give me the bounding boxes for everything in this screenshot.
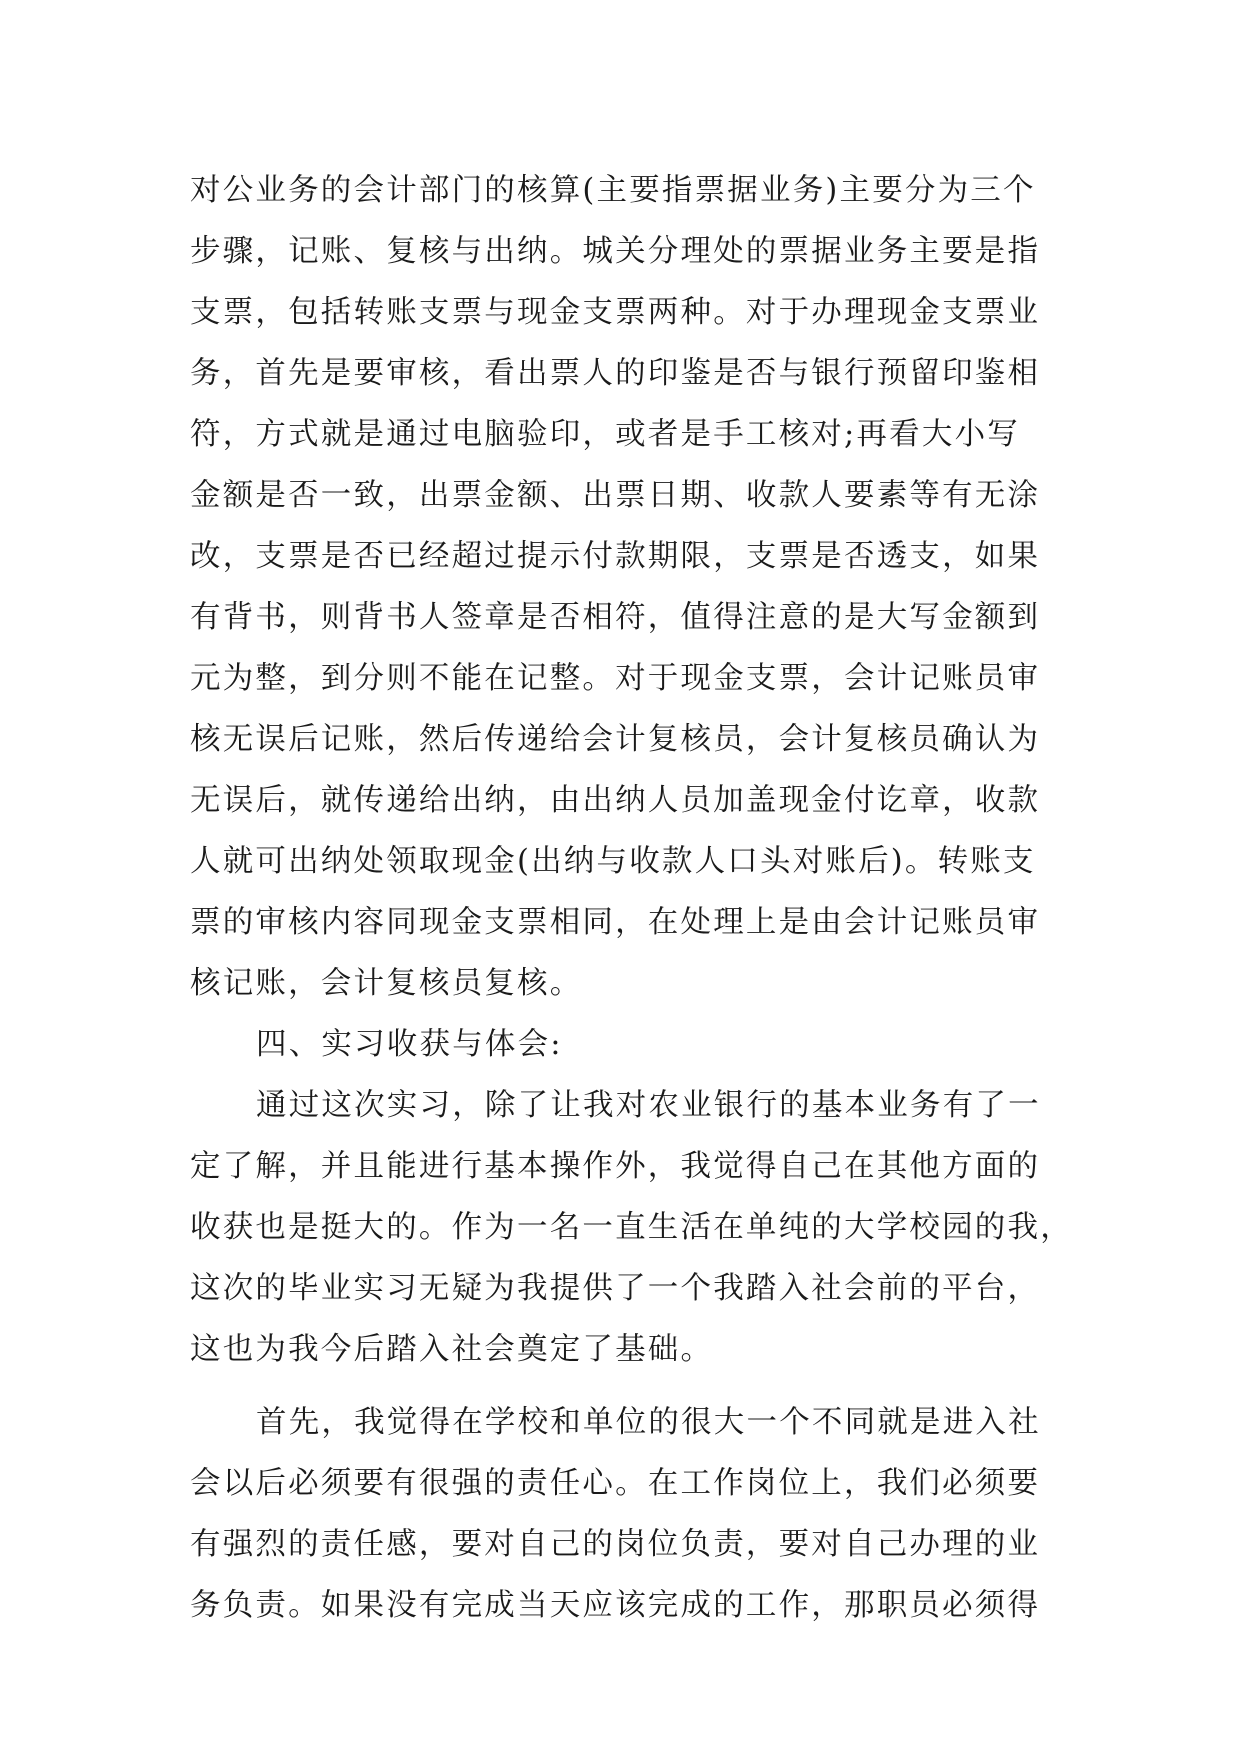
- text-line: 票的审核内容同现金支票相同，在处理上是由会计记账员审: [190, 905, 1041, 940]
- text-line: 金额是否一致，出票金额、出票日期、收款人要素等有无涂: [190, 478, 1041, 513]
- document-body: [190, 160, 1073, 1636]
- text-line: 务，首先是要审核，看出票人的印鉴是否与银行预留印鉴相: [190, 356, 1041, 391]
- text-line: 对公业务的会计部门的核算(主要指票据业务)主要分为三个: [190, 173, 1036, 208]
- paragraph-accounting-process: [190, 160, 1070, 1014]
- text-line: 首先，我觉得在学校和单位的很大一个不同就是进入社: [256, 1405, 1041, 1440]
- text-line: 这也为我今后踏入社会奠定了基础。: [190, 1332, 714, 1367]
- text-line: 元为整，到分则不能在记整。对于现金支票，会计记账员审: [190, 661, 1041, 696]
- text-line: 人就可出纳处领取现金(出纳与收款人口头对账后)。转账支: [190, 844, 1036, 879]
- text-line: 这次的毕业实习无疑为我提供了一个我踏入社会前的平台，: [190, 1271, 1041, 1306]
- text-line: 收获也是挺大的。作为一名一直生活在单纯的大学校园的我，: [190, 1210, 1073, 1245]
- text-line: 有背书，则背书人签章是否相符，值得注意的是大写金额到: [190, 600, 1041, 635]
- text-line: 核无误后记账，然后传递给会计复核员，会计复核员确认为: [190, 722, 1041, 757]
- paragraph-spacer: [190, 1380, 1070, 1392]
- text-line: 改，支票是否已经超过提示付款期限，支票是否透支，如果: [190, 539, 1041, 574]
- text-line: 有强烈的责任感，要对自己的岗位负责，要对自己办理的业: [190, 1527, 1041, 1562]
- text-line: 通过这次实习，除了让我对农业银行的基本业务有了一: [256, 1088, 1041, 1123]
- text-line: 步骤，记账、复核与出纳。城关分理处的票据业务主要是指: [190, 234, 1041, 269]
- text-line: 务负责。如果没有完成当天应该完成的工作，那职员必须得: [190, 1588, 1041, 1623]
- text-line: 无误后，就传递给出纳，由出纳人员加盖现金付讫章，收款: [190, 783, 1041, 818]
- section-heading: 四、实习收获与体会:: [256, 1027, 563, 1062]
- paragraph-internship-gains: [190, 1075, 1073, 1380]
- text-line: 核记账，会计复核员复核。: [190, 966, 583, 1001]
- text-line: 定了解，并且能进行基本操作外，我觉得自己在其他方面的: [190, 1149, 1041, 1184]
- text-line: 会以后必须要有很强的责任心。在工作岗位上，我们必须要: [190, 1466, 1041, 1501]
- text-line: 支票，包括转账支票与现金支票两种。对于办理现金支票业: [190, 295, 1041, 330]
- paragraph-responsibility: [190, 1392, 1070, 1636]
- text-line: 符，方式就是通过电脑验印，或者是手工核对;再看大小写: [190, 417, 1020, 452]
